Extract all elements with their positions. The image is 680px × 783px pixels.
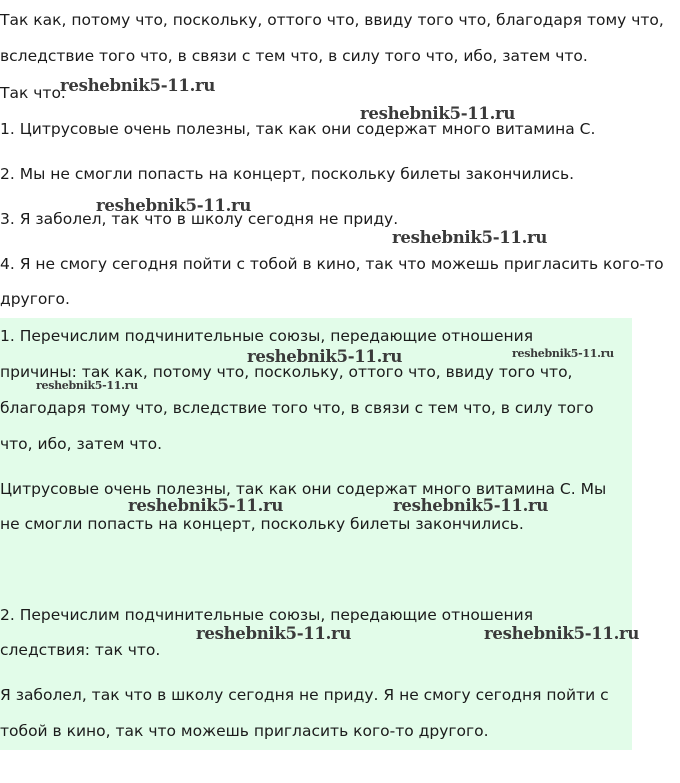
answer-line-6: не смогли попасть на концерт, поскольку билеты закончились. <box>0 515 524 533</box>
answer-line-9: Я заболел, так что в школу сегодня не приду. Я не смогу сегодня пойти с <box>0 686 609 704</box>
watermark: reshebnik5-11.ru <box>484 624 640 643</box>
sentence-3: 3. Я заболел, так что в школу сегодня не приду. <box>0 210 399 228</box>
watermark: reshebnik5-11.ru <box>360 104 516 123</box>
watermark: reshebnik5-11.ru <box>393 496 549 515</box>
watermark: reshebnik5-11.ru <box>128 496 284 515</box>
sentence-4-cont: другого. <box>0 290 70 308</box>
watermark: reshebnik5-11.ru <box>196 624 352 643</box>
watermark: reshebnik5-11.ru <box>60 76 216 95</box>
answer-line-8: следствия: так что. <box>0 641 161 659</box>
intro-line-3: Так что. <box>0 84 66 102</box>
watermark: reshebnik5-11.ru <box>512 347 614 360</box>
answer-line-10: тобой в кино, так что можешь пригласить кого-то другого. <box>0 722 489 740</box>
watermark: reshebnik5-11.ru <box>247 347 403 366</box>
answer-line-1: 1. Перечислим подчинительные союзы, передающие отношения <box>0 327 534 345</box>
watermark: reshebnik5-11.ru <box>96 196 252 215</box>
intro-line-1: Так как, потому что, поскольку, оттого что, ввиду того что, благодаря тому что, <box>0 11 664 29</box>
sentence-1: 1. Цитрусовые очень полезны, так как они содержат много витамина C. <box>0 120 596 138</box>
sentence-4: 4. Я не смогу сегодня пойти с тобой в кино, так что можешь пригласить кого-то <box>0 255 664 273</box>
watermark: reshebnik5-11.ru <box>36 379 138 392</box>
answer-line-4: что, ибо, затем что. <box>0 435 163 453</box>
answer-line-5: Цитрусовые очень полезны, так как они содержат много витамина C. Мы <box>0 480 607 498</box>
answer-line-2: причины: так как, потому что, поскольку, оттого что, ввиду того что, <box>0 363 573 381</box>
intro-line-2: вследствие того что, в связи с тем что, в силу того что, ибо, затем что. <box>0 47 588 65</box>
watermark: reshebnik5-11.ru <box>392 228 548 247</box>
sentence-2: 2. Мы не смогли попасть на концерт, поскольку билеты закончились. <box>0 165 575 183</box>
answer-line-3: благодаря тому что, вследствие того что, в связи с тем что, в силу того <box>0 399 594 417</box>
answer-line-7: 2. Перечислим подчинительные союзы, передающие отношения <box>0 606 534 624</box>
